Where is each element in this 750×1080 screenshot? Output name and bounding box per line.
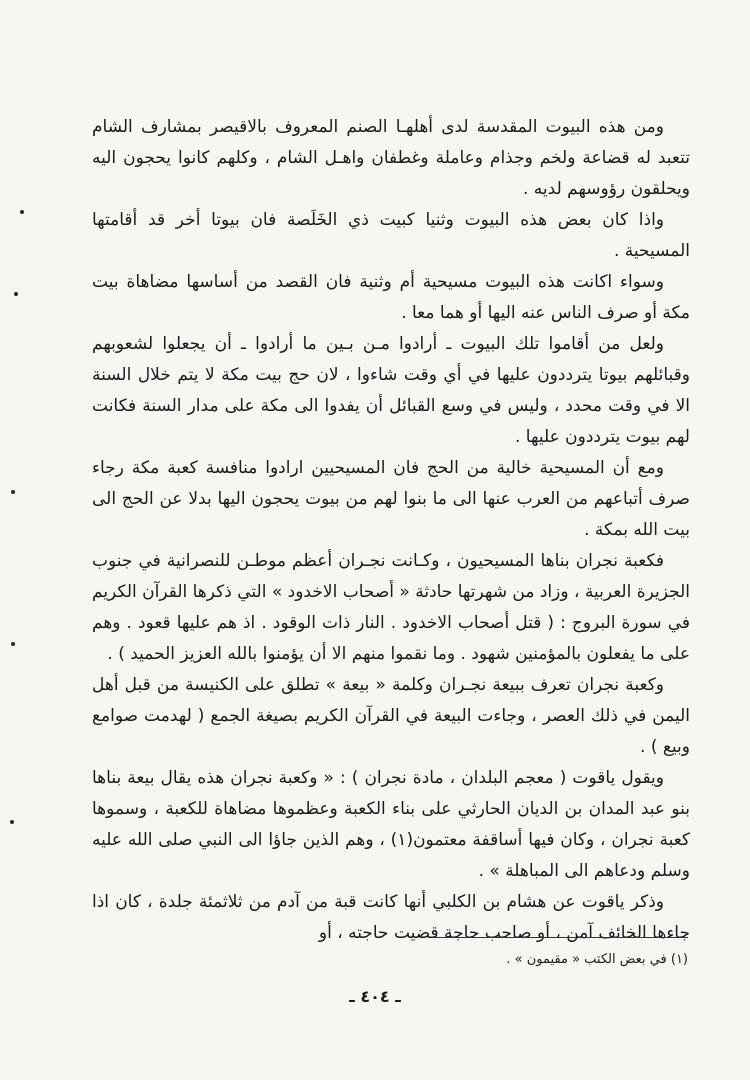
paragraph-7: وكعبة نجران تعرف ببيعة نجـران وكلمة « بيعة » تطلق على الكنيسة من قبل أهل اليمن في ذلك العصر ، وجاءت البيعة في القرآن الكريم بصيغة الجمع ( لهدمت صوامع وبيع ) . <box>92 675 690 757</box>
paragraph-6: فكعبة نجران بناها المسيحيون ، وكـانت نجـران أعظم موطـن للنصرانية في جنوب الجزيرة العربية ، وزاد من شهرتها حادثة « أصحاب الاخدود » التي ذكرها القرآن الكريم في سورة البروج : ( قتل أصحاب الاخدود . النار ذات الوقود . اذ هم عليها قعود . وهم على ما يفعلون بالمؤمنين شهود . وما نقموا منهم الا أن يؤمنوا بالله العزيز الحميد ) . <box>92 551 690 664</box>
page-number: ـ ٤٠٤ ـ <box>349 987 401 1006</box>
paragraph-8: ويقول ياقوت ( معجم البلدان ، مادة نجران ) : « وكعبة نجران هذه يقال بيعة بناها بنو عبد المدان بن الديان الحارثي على بناء الكعبة وعظموها مضاهاة للكعبة ، وسموها كعبة نجران ، وكان فيها أساقفة معتمون(١) ، وهم الذين جاؤا الى النبي صلى الله عليه وسلم ودعاهم الى المباهلة » . <box>92 768 690 881</box>
footnote: (١) في بعض الكتب « مقيمون » . <box>506 952 688 967</box>
paragraph-4: ولعل من أقاموا تلك البيوت ـ أرادوا مـن بـين ما أرادوا ـ أن يجعلوا لشعوبهم وقبائلهم بيوتا يترددون عليها في أي وقت شاءوا ، لان حج بيت مكة لا يتم خلال السنة الا في وقت محدد ، وليس في وسع القبائل أن يفدوا الى مكة على مدار السنة فكانت لهم بيوت يترددون عليها . <box>92 334 690 447</box>
margin-dot <box>11 642 15 646</box>
margin-dot <box>20 210 24 214</box>
paragraph-9: وذكر ياقوت عن هشام بن الكلبي أنها كانت قبة من آدم من ثلاثمئة جلدة ، كان اذا جاءها الخائف آمن ، أو صاحب حاجة قضيت حاجته ، أو <box>92 892 690 943</box>
margin-dot <box>10 820 14 824</box>
paragraph-5: ومع أن المسيحية خالية من الحج فان المسيحيين ارادوا منافسة كعبة مكة رجاء صرف أتباعهم من العرب عنها الى ما بنوا لهم من بيوت يحجون اليها بدلا عن الحج الى بيت الله بمكة . <box>92 458 690 540</box>
footnote-divider <box>432 937 688 938</box>
margin-dot <box>14 292 18 296</box>
paragraph-2: واذا كان بعض هذه البيوت وثنيا كبيت ذي الخَلَصة فان بيوتا أخر قد أقامتها المسيحية . <box>92 210 690 261</box>
body-text <box>92 112 690 949</box>
paragraph-1: ومن هذه البيوت المقدسة لدى أهلهـا الصنم المعروف بالاقيصر بمشارف الشام تتعبد له قضاعة ولخم وجذام وعاملة وغطفان واهـل الشام ، وكلهم كانوا يحجون اليه ويحلقون رؤوسهم لديه . <box>92 117 690 199</box>
margin-dot <box>11 490 15 494</box>
paragraph-3: وسواء اكانت هذه البيوت مسيحية أم وثنية فان القصد من أساسها مضاهاة بيت مكة أو صرف الناس عنه اليها أو هما معا . <box>92 272 690 323</box>
